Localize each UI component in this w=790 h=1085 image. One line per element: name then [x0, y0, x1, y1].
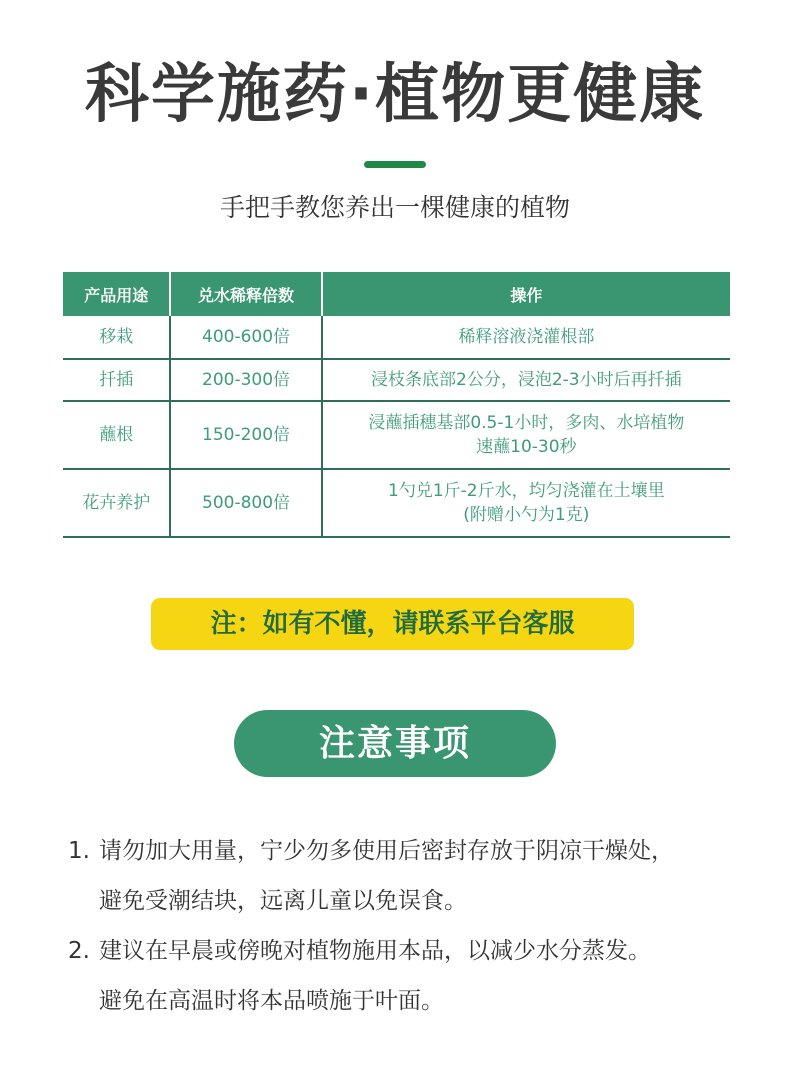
operation-line: 浸枝条底部2公分，浸泡2-3小时后再扦插	[371, 370, 682, 390]
cell-dilution: 500-800倍	[170, 469, 321, 537]
column-header-dilution: 兑水稀释倍数	[170, 272, 321, 316]
cell-operation	[322, 359, 730, 401]
list-item-text: 请勿加大用量，宁少勿多使用后密封存放于阴凉干燥处，	[99, 838, 674, 864]
table-row	[63, 359, 730, 401]
list-item-number: 1.	[68, 838, 90, 864]
list-item-line	[68, 826, 768, 876]
list-item-number: 2.	[68, 938, 90, 964]
list-item-text: 避免在高温时将本品喷施于叶面。	[99, 988, 444, 1014]
usage-table	[63, 272, 730, 538]
table-header-row	[63, 272, 730, 316]
title-accent-bar	[364, 161, 426, 168]
list-item-line	[68, 926, 768, 976]
page-title: 科学施药·植物更健康	[84, 58, 706, 132]
operation-line: 浸蘸插穗基部0.5-1小时，多肉、水培植物	[368, 413, 685, 433]
cell-dilution: 200-300倍	[170, 359, 321, 401]
table-row	[63, 316, 730, 359]
list-item-text: 避免受潮结块，远离儿童以免误食。	[99, 888, 467, 914]
precautions-list	[68, 826, 768, 1026]
notice-banner: 注：如有不懂，请联系平台客服	[151, 598, 634, 650]
cell-use: 移栽	[63, 316, 170, 359]
precautions-heading: 注意事项	[234, 710, 556, 777]
operation-line: (附赠小勺为1克)	[463, 505, 590, 525]
list-item-text: 建议在早晨或傍晚对植物施用本品，以减少水分蒸发。	[99, 938, 651, 964]
cell-use: 花卉养护	[63, 469, 170, 537]
cell-operation	[322, 316, 730, 359]
table-row	[63, 469, 730, 537]
cell-operation	[322, 469, 730, 537]
column-header-operation: 操作	[322, 272, 730, 316]
column-header-use: 产品用途	[63, 272, 170, 316]
operation-line: 稀释溶液浇灌根部	[458, 327, 595, 347]
list-item	[68, 826, 768, 926]
operation-line: 速蘸10-30秒	[476, 437, 577, 457]
operation-line: 1勺兑1斤-2斤水，均匀浇灌在土壤里	[388, 481, 665, 501]
page-subtitle: 手把手教您养出一棵健康的植物	[219, 193, 570, 222]
list-item	[68, 926, 768, 1026]
cell-dilution: 150-200倍	[170, 401, 321, 469]
cell-use: 扦插	[63, 359, 170, 401]
cell-use: 蘸根	[63, 401, 170, 469]
cell-operation	[322, 401, 730, 469]
cell-dilution: 400-600倍	[170, 316, 321, 359]
table-row	[63, 401, 730, 469]
